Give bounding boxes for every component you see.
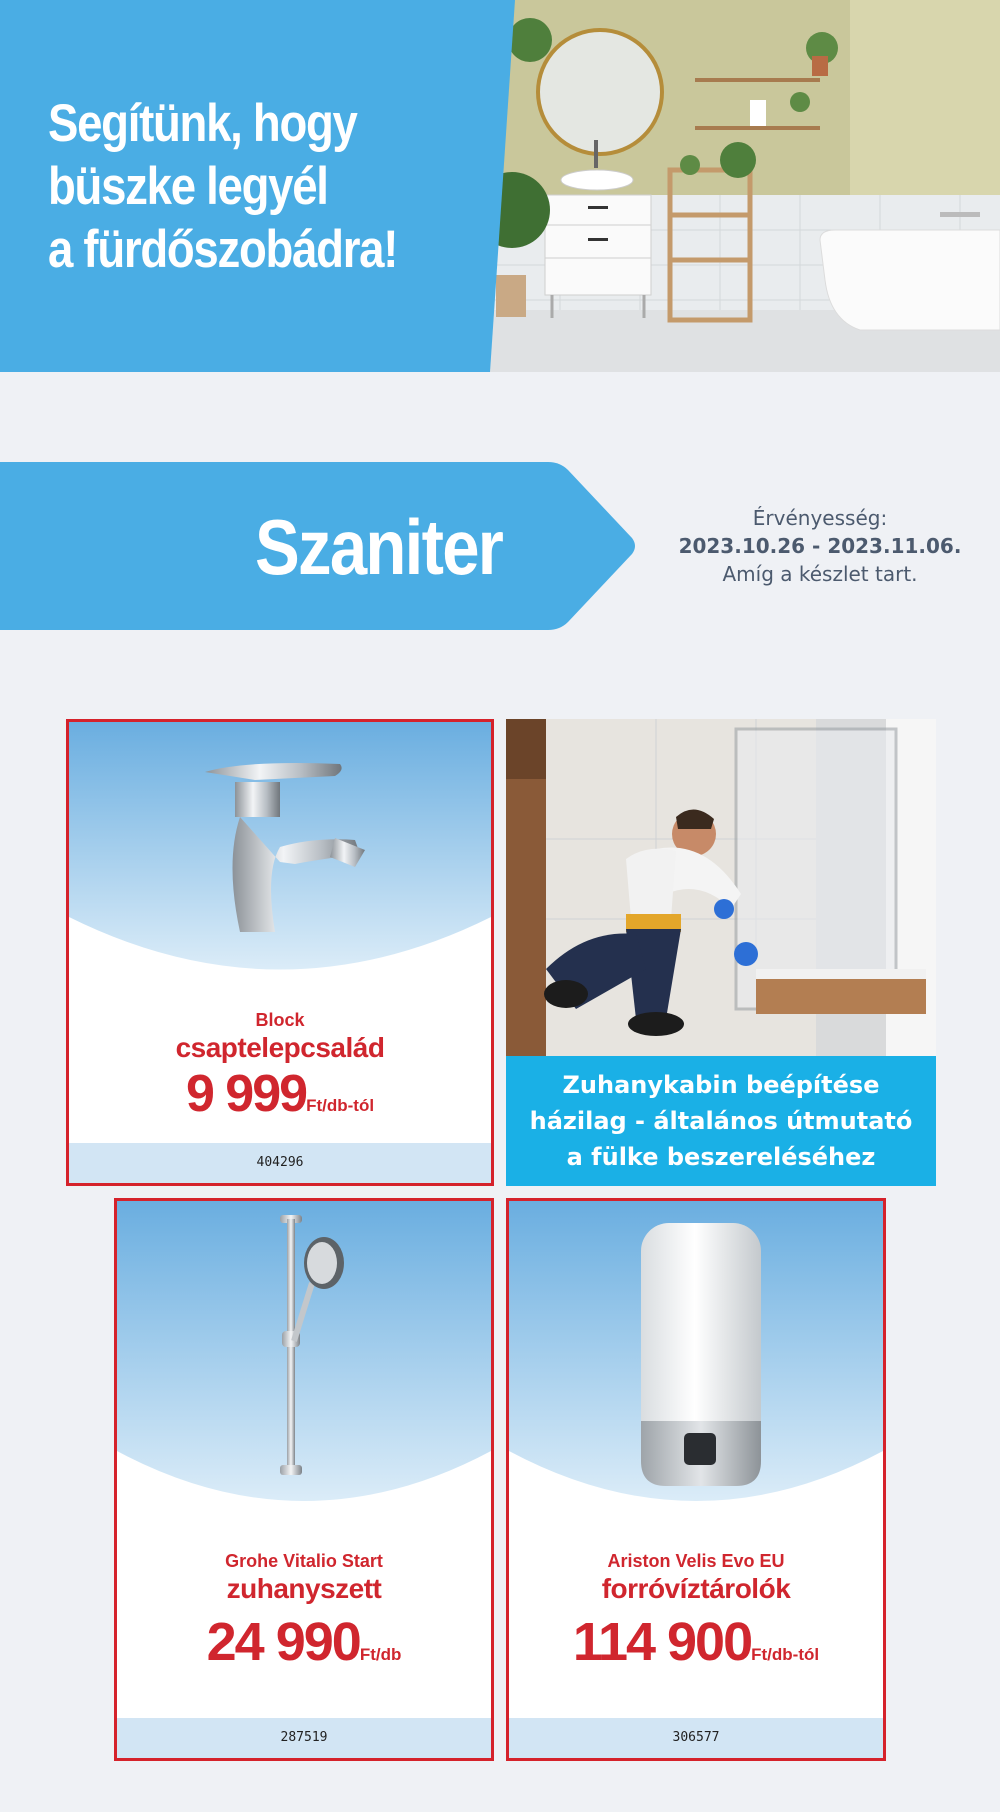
product-code: 287519 [117,1718,491,1758]
water-heater-icon [636,1221,766,1491]
price-value: 9 999 [185,1065,307,1123]
product-name: zuhanyszett [226,1573,382,1604]
hero-headline-line-2: büszke legyél [48,157,328,216]
price-unit: Ft/db-tól [751,1645,820,1664]
validity-dates: 2023.10.26 - 2023.11.06. [678,534,962,558]
article-title-line-1: Zuhanykabin beépítése [562,1071,880,1099]
article-title[interactable] [506,1067,936,1175]
product-name: forróvíztárolók [601,1573,791,1604]
product-brand: Block [255,1010,305,1030]
product-card-faucet[interactable] [66,719,494,1186]
price-value: 114 900 [572,1612,752,1672]
product-code: 306577 [509,1718,883,1758]
product-price [509,1611,883,1673]
price-value: 24 990 [206,1612,360,1672]
price-unit: Ft/db [359,1645,402,1664]
validity-info [660,504,980,588]
price-unit: Ft/db-tól [306,1096,375,1115]
validity-label: Érvényesség: [752,506,888,530]
article-card[interactable] [506,719,936,1186]
product-code: 404296 [69,1143,491,1183]
hero-headline-line-1: Segítünk, hogy [48,94,357,153]
hero-headline-line-3: a fürdőszobádra! [48,220,398,279]
shower-installation-photo [506,719,936,1056]
validity-note: Amíg a készlet tart. [722,562,918,586]
product-brand: Ariston Velis Evo EU [607,1551,785,1571]
product-card-water-heater[interactable] [506,1198,886,1761]
product-brand: Grohe Vitalio Start [225,1551,383,1571]
article-title-line-3: a fülke beszereléséhez [566,1143,876,1171]
hero-headline [48,92,426,281]
product-name: csaptelepcsalád [175,1032,385,1063]
section-title: Szaniter [255,503,503,591]
product-card-shower-set[interactable] [114,1198,494,1761]
shower-set-icon [274,1213,354,1483]
article-title-line-2: házilag - általános útmutató [529,1107,913,1135]
product-price [69,1064,491,1124]
hero-banner[interactable] [0,0,1000,372]
faucet-icon [185,742,385,942]
product-price [117,1611,491,1673]
